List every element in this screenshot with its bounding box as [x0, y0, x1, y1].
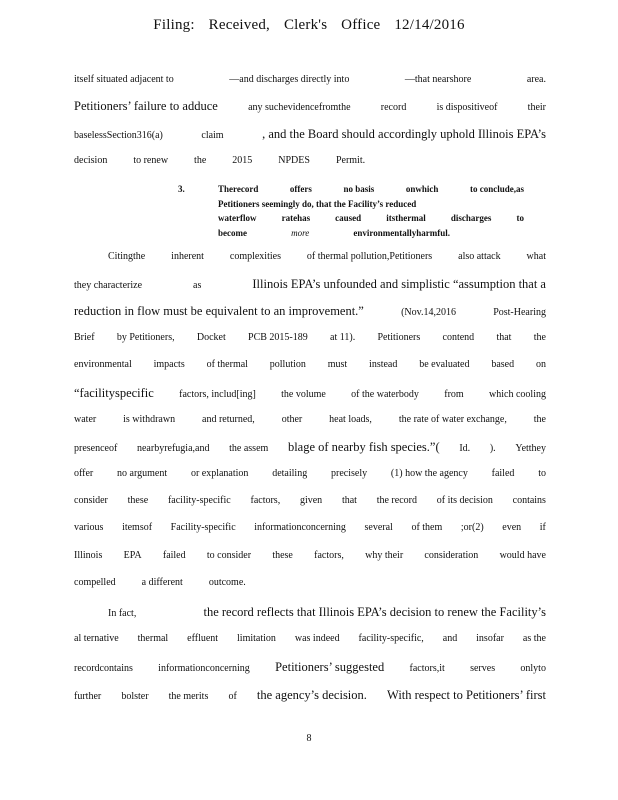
text-segment: itemsof	[122, 522, 153, 533]
text-segment: their	[527, 102, 546, 113]
heading-segment: discharges	[450, 213, 492, 223]
text-segment: presenceof	[74, 443, 118, 454]
text-segment: claim	[201, 130, 224, 141]
text-segment: Illinois	[74, 550, 103, 561]
text-segment: as	[193, 280, 202, 291]
text-segment: the record	[376, 495, 417, 506]
text-segment: Permit.	[335, 155, 366, 166]
text-segment: factors,	[250, 495, 281, 506]
heading-segment: no basis	[343, 184, 375, 194]
text-segment: With respect to Petitioners’ first	[387, 688, 546, 702]
text-segment: they characterize	[74, 280, 143, 291]
text-segment: is dispositiveof	[436, 102, 498, 113]
heading-line	[218, 227, 450, 241]
text-segment: the	[194, 155, 207, 166]
text-segment: must	[327, 359, 348, 370]
text-segment: insofar	[476, 633, 504, 644]
text-segment: other	[281, 414, 303, 425]
text-segment: or explanation	[190, 468, 249, 479]
text-segment: —and discharges directly into	[229, 74, 350, 85]
text-segment: and returned,	[202, 414, 255, 425]
text-segment: that	[496, 332, 512, 343]
text-segment: to	[538, 468, 546, 479]
text-line	[74, 632, 546, 646]
text-segment: on	[535, 359, 546, 370]
heading-segment: onwhich	[405, 184, 439, 194]
text-segment: based	[491, 359, 515, 370]
text-segment: be evaluated	[419, 359, 470, 370]
text-segment: if	[539, 522, 546, 533]
text-segment: of them	[411, 522, 443, 533]
text-segment: to consider	[206, 550, 252, 561]
text-segment: even	[502, 522, 522, 533]
text-line	[74, 494, 546, 508]
text-segment: of	[228, 691, 237, 702]
text-segment: blage of nearby fish species.”(	[287, 440, 440, 454]
heading-segment: Petitioners seemingly do, that the Facility’s reduced	[218, 198, 417, 209]
text-segment: these	[127, 495, 149, 506]
text-segment: a different	[141, 577, 183, 588]
text-segment: of its decision	[436, 495, 493, 506]
text-line	[74, 73, 546, 87]
text-segment: serves	[470, 663, 496, 674]
text-segment: failed	[491, 468, 515, 479]
text-segment: contend	[442, 332, 475, 343]
text-segment: the volume	[281, 389, 326, 400]
text-segment: thermal	[137, 633, 169, 644]
text-segment: consider	[74, 495, 108, 506]
text-segment: is withdrawn	[123, 414, 176, 425]
text-line	[108, 605, 546, 621]
text-segment: also attack	[458, 251, 501, 262]
text-segment: Brief	[74, 332, 95, 343]
text-line	[74, 277, 546, 293]
text-segment: record	[380, 102, 407, 113]
text-segment: NPDES	[278, 155, 310, 166]
text-segment: 2015	[232, 155, 253, 166]
text-segment: In fact,	[108, 608, 137, 619]
text-segment: Yetthey	[515, 443, 546, 454]
text-segment: Petitioners’ failure to adduce	[74, 99, 218, 113]
text-segment: any suchevidencefromthe	[248, 102, 351, 113]
text-segment: consideration	[424, 550, 479, 561]
text-segment: (1) how the agency	[390, 468, 468, 479]
text-line	[74, 576, 546, 590]
text-segment: itself situated adjacent to	[74, 74, 174, 85]
text-line	[74, 413, 546, 427]
text-segment: the assem	[229, 443, 269, 454]
heading-segment: more	[291, 227, 310, 238]
text-segment: no argument	[117, 468, 168, 479]
text-segment: factors,it	[409, 663, 445, 674]
heading-line	[218, 198, 416, 212]
text-segment: limitation	[237, 633, 276, 644]
text-line	[74, 386, 546, 402]
text-line	[74, 99, 546, 115]
text-segment: Citingthe	[108, 251, 146, 262]
text-line	[74, 688, 546, 704]
text-segment: several	[364, 522, 393, 533]
page-number: 8	[306, 733, 312, 744]
text-segment: of the waterbody	[351, 389, 419, 400]
text-segment: to renew	[133, 155, 169, 166]
text-segment: further	[74, 691, 102, 702]
text-segment: contains	[512, 495, 546, 506]
text-segment: facility-specific	[167, 495, 231, 506]
heading-segment: caused	[335, 213, 362, 223]
text-segment: of thermal pollution,Petitioners	[306, 251, 433, 262]
text-segment: bolster	[121, 691, 149, 702]
text-segment: al ternative	[74, 633, 119, 644]
heading-segment: become	[218, 227, 247, 238]
text-segment: from	[444, 389, 464, 400]
text-segment: at 11).	[330, 332, 356, 343]
text-line	[74, 304, 546, 320]
text-line	[74, 521, 546, 535]
text-segment: as the	[522, 633, 546, 644]
text-segment: PCB 2015-189	[248, 332, 308, 343]
text-segment: impacts	[153, 359, 185, 370]
heading-line	[218, 212, 524, 226]
text-segment: of thermal	[206, 359, 248, 370]
text-segment: the agency’s decision.	[256, 688, 367, 702]
text-segment: decision	[74, 155, 108, 166]
heading-segment: to	[516, 213, 524, 223]
text-segment: was indeed	[294, 633, 340, 644]
text-segment: , and the Board should accordingly uphold Illinois EPA’s	[262, 127, 546, 141]
text-segment: failed	[162, 550, 186, 561]
text-segment: Petitioners	[377, 332, 421, 343]
text-segment: Post-Hearing	[493, 307, 546, 318]
text-line	[74, 549, 546, 563]
text-segment: ;or(2)	[460, 522, 484, 533]
text-segment: pollution	[269, 359, 306, 370]
text-segment: water	[74, 414, 97, 425]
text-line	[74, 127, 546, 143]
heading-segment: to conclude,as	[470, 184, 524, 194]
text-segment: facility-specific,	[358, 633, 424, 644]
text-line	[74, 331, 546, 345]
text-segment: effluent	[187, 633, 219, 644]
text-segment: and	[442, 633, 458, 644]
heading-segment: ratehas	[281, 213, 311, 223]
heading-segment: environmentallyharmful.	[353, 227, 450, 238]
text-segment: these	[272, 550, 293, 561]
text-segment: various	[74, 522, 104, 533]
text-segment: Facility-specific	[170, 522, 236, 533]
text-segment: recordcontains	[74, 663, 133, 674]
text-segment: factors, includ[ing]	[179, 389, 256, 400]
filing-header: Filing: Received, Clerk's Office 12/14/2016	[153, 17, 465, 33]
text-segment: environmental	[74, 359, 132, 370]
text-line	[74, 358, 546, 372]
heading-segment: itsthermal	[386, 213, 426, 223]
text-segment: by Petitioners,	[116, 332, 175, 343]
section-number: 3.	[178, 184, 185, 194]
text-segment: onlyto	[520, 663, 546, 674]
text-segment: complexities	[229, 251, 281, 262]
text-segment: what	[526, 251, 546, 262]
text-segment: “facilityspecific	[74, 386, 154, 400]
text-segment: EPA	[123, 550, 142, 561]
heading-line	[218, 183, 524, 197]
text-segment: Docket	[196, 332, 226, 343]
text-segment: outcome.	[208, 577, 246, 588]
text-segment: instead	[369, 359, 398, 370]
heading-segment: Therecord	[218, 184, 259, 194]
text-segment: informationconcerning	[158, 663, 250, 674]
text-segment: heat loads,	[329, 414, 372, 425]
text-segment: would have	[499, 550, 546, 561]
text-segment: informationconcerning	[254, 522, 346, 533]
text-segment: the record reflects that Illinois EPA’s decision to renew the Facility’s	[203, 605, 546, 619]
text-segment: Illinois EPA’s unfounded and simplistic “assumption that a	[252, 277, 546, 291]
text-segment: inherent	[171, 251, 204, 262]
text-segment: Id.	[459, 443, 471, 454]
text-segment: nearbyrefugia,and	[136, 443, 210, 454]
text-segment: (Nov.14,2016	[401, 307, 456, 318]
heading-segment: offers	[289, 184, 312, 194]
text-segment: the	[533, 414, 546, 425]
text-segment: the	[533, 332, 546, 343]
text-segment: reduction in flow must be equivalent to an improvement.”	[74, 304, 364, 318]
text-segment: area.	[526, 74, 546, 85]
text-segment: the merits	[168, 691, 209, 702]
text-segment: given	[299, 495, 323, 506]
text-segment: factors,	[314, 550, 344, 561]
text-line	[74, 660, 546, 676]
text-segment: the rate of water exchange,	[398, 414, 507, 425]
text-line	[108, 250, 546, 264]
text-line	[74, 467, 546, 481]
text-segment: —that nearshore	[404, 74, 472, 85]
text-segment: compelled	[74, 577, 116, 588]
text-segment: why their	[365, 550, 404, 561]
text-segment: that	[341, 495, 357, 506]
text-segment: ).	[489, 443, 496, 454]
text-segment: precisely	[331, 468, 368, 479]
heading-segment: waterflow	[218, 213, 257, 223]
text-line	[74, 440, 546, 456]
text-segment: offer	[74, 468, 94, 479]
text-segment: which cooling	[489, 389, 546, 400]
text-segment: baselessSection316(a)	[74, 130, 163, 141]
text-segment: Petitioners’ suggested	[275, 660, 385, 674]
text-line	[74, 154, 546, 168]
text-segment: detailing	[272, 468, 308, 479]
